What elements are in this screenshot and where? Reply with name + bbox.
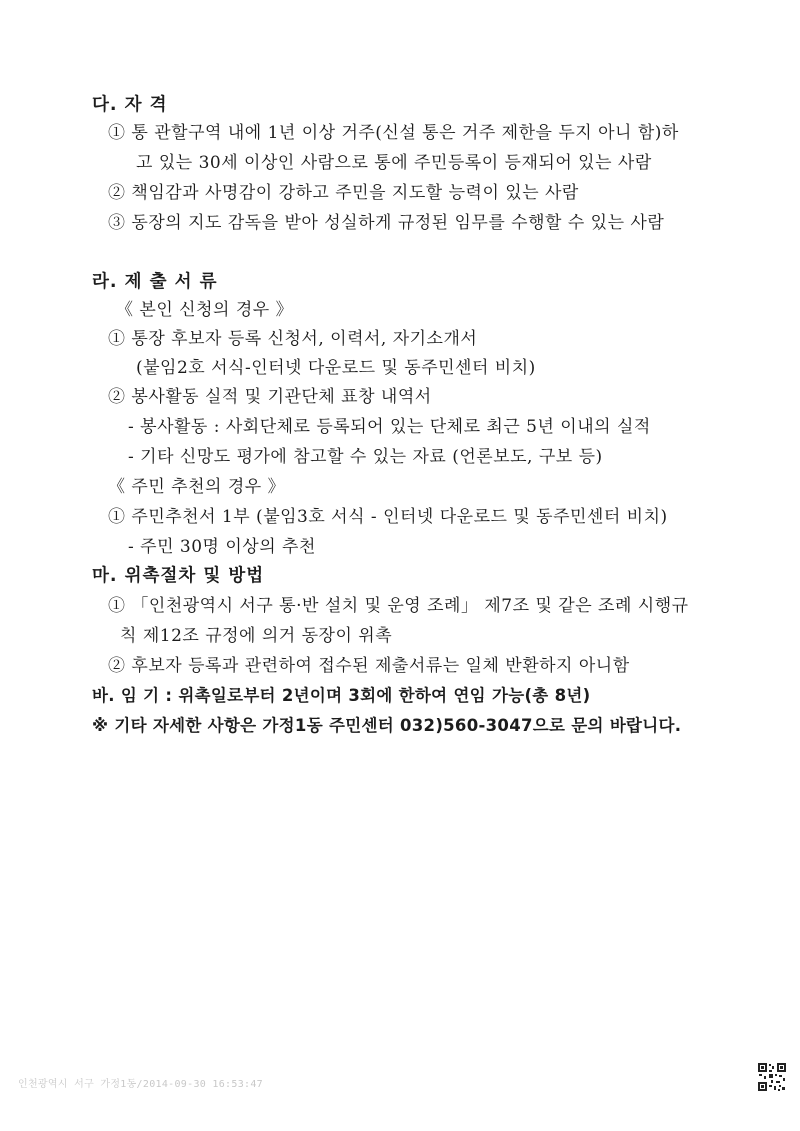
self-item-2-sub-1: - 봉사활동 : 사회단체로 등록되어 있는 단체로 최근 5년 이내의 실적: [128, 417, 651, 437]
resident-item-1: ① 주민추천서 1부 (붙임3호 서식 - 인터넷 다운로드 및 동주민센터 비치): [108, 507, 668, 527]
resident-item-1-sub: - 주민 30명 이상의 추천: [128, 537, 316, 557]
procedure-item-1-line-2: 칙 제12조 규정에 의거 동장이 위촉: [120, 626, 393, 646]
print-timestamp: 인천광역시 서구 가정1동/2014-09-30 16:53:47: [18, 1079, 263, 1090]
self-item-2-sub-2: - 기타 신망도 평가에 참고할 수 있는 자료 (언론보도, 구보 등): [128, 447, 603, 467]
qualification-item-2: ② 책임감과 사명감이 강하고 주민을 지도할 능력이 있는 사람: [108, 183, 579, 203]
qualification-heading: 다. 자 격: [92, 95, 168, 115]
procedure-item-2: ② 후보자 등록과 관련하여 접수된 제출서류는 일체 반환하지 아니함: [108, 656, 630, 676]
procedure-heading: 마. 위촉절차 및 방법: [92, 566, 265, 586]
procedure-item-1-line-1: ① 「인천광역시 서구 통·반 설치 및 운영 조례」 제7조 및 같은 조례 시행규: [108, 596, 689, 616]
qualification-item-3: ③ 동장의 지도 감독을 받아 성실하게 규정된 임무를 수행할 수 있는 사람: [108, 213, 665, 233]
self-item-1-note: (붙임2호 서식-인터넷 다운로드 및 동주민센터 비치): [136, 358, 536, 378]
qr-code-icon: [757, 1062, 787, 1092]
qualification-item-1-line-1: ① 통 관할구역 내에 1년 이상 거주(신설 통은 거주 제한을 두지 아니 함)하: [108, 123, 679, 143]
term-line: 바. 임 기 : 위촉일로부터 2년이며 3회에 한하여 연임 가능(총 8년): [92, 686, 591, 705]
resident-recommendation-title: 《 주민 추천의 경우 》: [108, 477, 286, 497]
qualification-item-1-line-2: 고 있는 30세 이상인 사람으로 통에 주민등록이 등재되어 있는 사람: [136, 153, 652, 173]
contact-notice: ※ 기타 자세한 사항은 가정1동 주민센터 032)560-3047으로 문의 바랍니다.: [92, 716, 682, 735]
self-item-1: ① 통장 후보자 등록 신청서, 이력서, 자기소개서: [108, 329, 478, 349]
self-application-title: 《 본인 신청의 경우 》: [116, 300, 294, 320]
documents-heading: 라. 제 출 서 류: [92, 272, 218, 292]
self-item-2: ② 봉사활동 실적 및 기관단체 표창 내역서: [108, 387, 432, 407]
